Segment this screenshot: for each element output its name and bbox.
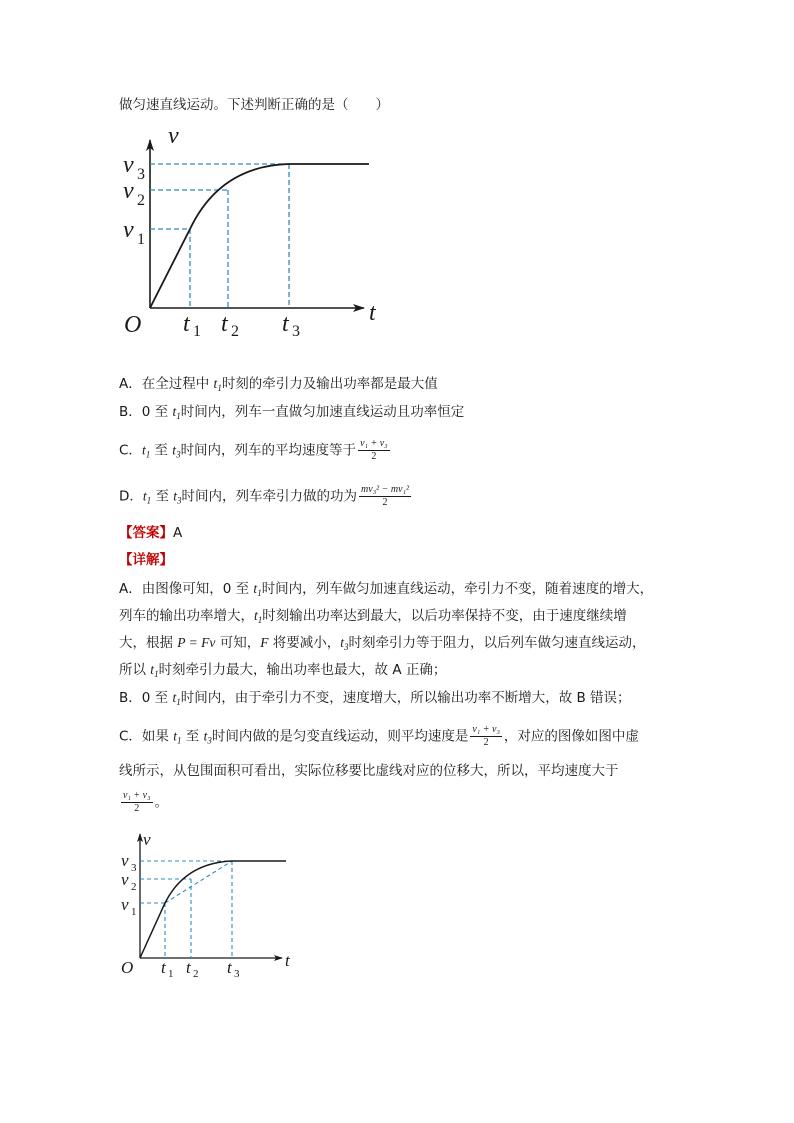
option-a-text-pre: 在全过程中	[141, 376, 214, 392]
answer-tag: 【答案】	[119, 525, 173, 541]
answer-line	[119, 523, 182, 543]
detail-a-line-3	[119, 633, 646, 657]
detail-a4-var: t	[150, 662, 155, 677]
option-d-var2: t	[173, 488, 178, 504]
origin-label-2: O	[121, 958, 134, 977]
option-d-var1: t	[142, 488, 147, 504]
origin-label: O	[124, 312, 142, 338]
detail-a2-text: 列车的输出功率增大，	[119, 608, 254, 624]
detail-a4-sub: 1	[154, 669, 159, 679]
option-c-label: C．	[119, 442, 142, 459]
option-b-text-post: 时间内，列车一直做匀加速直线运动且功率恒定	[180, 404, 465, 420]
option-b-sub: 1	[176, 411, 181, 421]
option-a-label: A．	[119, 376, 142, 392]
question-stem: 做匀速直线运动。下述判断正确的是（ ）	[119, 97, 389, 113]
detail-a2-text-b: 时刻输出功率达到最大，以后功率保持不变，由于速度继续增	[262, 608, 627, 624]
v2-subscript: 2	[137, 192, 145, 209]
option-d[interactable]	[119, 484, 413, 511]
option-c-fraction	[358, 438, 390, 463]
detail-b-var: t	[172, 690, 177, 705]
detail-b-line	[119, 688, 631, 712]
detail-a-line-4	[119, 660, 446, 684]
average-velocity-line	[165, 861, 232, 903]
detail-a3-text-c: 将要减小，	[268, 635, 341, 651]
detail-a3-F: F	[260, 635, 269, 650]
dashed-guides-2	[140, 861, 232, 958]
detail-c-line-3	[119, 790, 168, 815]
detail-c1-numerator: v₁ + v₃	[472, 724, 500, 735]
t1-subscript-2: 1	[168, 968, 174, 980]
option-d-fraction	[359, 484, 411, 509]
detail-a1-text: A．由图像可知，0 至	[119, 581, 254, 597]
t3-subscript-2: 3	[234, 968, 240, 980]
detail-a4-text: 所以	[119, 662, 151, 678]
option-a[interactable]	[119, 374, 438, 398]
detail-a3-text-b: 可知，	[215, 635, 261, 651]
t1-label: t	[183, 311, 190, 337]
v3-label: v	[123, 152, 134, 178]
t1-subscript: 1	[193, 323, 201, 340]
dashed-guides-1	[150, 164, 289, 308]
t1-label-2: t	[161, 958, 166, 977]
detail-b-sub: 1	[176, 697, 181, 707]
option-d-sub2: 3	[177, 495, 182, 506]
option-d-sub1: 1	[146, 495, 152, 506]
detail-a1-var: t	[253, 581, 258, 596]
t2-label-2: t	[186, 958, 191, 977]
v3-subscript: 3	[137, 166, 145, 183]
detail-a3-text-d: 时刻牵引力等于阻力，以后列车做匀速直线运动，	[348, 635, 646, 651]
option-b-var: t	[172, 404, 177, 419]
detail-a-line-1	[119, 579, 653, 603]
detail-a-line-2	[119, 606, 627, 630]
option-d-numerator: mv₃² − mv₁²	[361, 484, 410, 495]
option-b[interactable]	[119, 402, 464, 426]
v1-subscript-2: 1	[131, 906, 137, 918]
option-a-sub: 1	[217, 383, 222, 393]
v3-label-2: v	[121, 851, 129, 870]
detail-c1-var1: t	[173, 728, 177, 744]
detail-c1-text: C．如果	[119, 728, 174, 745]
option-a-text-post: 时刻的牵引力及输出功率都是最大值	[221, 376, 438, 392]
detail-c-line-2	[119, 761, 619, 781]
t2-subscript: 2	[231, 323, 239, 340]
detail-c-line-1	[119, 724, 639, 751]
detail-a3-formula: P = Fv	[177, 635, 216, 650]
option-d-mid: 至	[155, 488, 174, 505]
option-c-numerator: v₁ + v₃	[360, 438, 388, 449]
t2-label: t	[221, 311, 228, 337]
option-d-label: D．	[119, 488, 143, 505]
option-c-sub1: 1	[145, 449, 151, 460]
option-c-mid: 至	[154, 442, 173, 459]
option-d-denominator: 2	[382, 497, 388, 508]
detail-c3-numerator: v₁ + v₃	[123, 790, 151, 801]
option-c-var2: t	[172, 442, 177, 458]
detail-c1-sub1: 1	[176, 735, 182, 746]
detail-c3-text: 。	[154, 794, 169, 811]
detail-c1-denominator: 2	[483, 737, 489, 748]
v-axis-label: v	[168, 123, 179, 149]
v1-label: v	[123, 217, 134, 243]
t-axis-label-2: t	[285, 951, 290, 970]
option-b-label: B．	[119, 404, 142, 420]
detail-a2-sub: 1	[257, 615, 263, 625]
velocity-curve-2	[140, 861, 286, 958]
detail-c3-denominator: 2	[134, 803, 140, 814]
answer-value: A	[173, 525, 183, 541]
velocity-curve-1	[150, 164, 369, 308]
detail-a3-text: 大，根据	[119, 635, 178, 651]
detail-a1-sub: 1	[257, 588, 262, 598]
detail-b-text: B．0 至	[119, 690, 173, 706]
detail-a3-var: t	[340, 635, 345, 650]
option-c-denominator: 2	[371, 451, 377, 462]
detail-c2-text: 线所示，从包围面积可看出，实际位移要比虚线对应的位移大，所以，平均速度大于	[119, 763, 619, 779]
t-axis-label: t	[369, 300, 376, 326]
detail-a1-text-b: 时间内，列车做匀加速直线运动，牵引力不变，随着速度的增大，	[261, 581, 654, 597]
detail-tag-line	[119, 550, 173, 570]
detail-b-text-b: 时间内，由于牵引力不变，速度增大，所以输出功率不断增大，故 B 错误；	[180, 690, 631, 706]
option-c-text-post: 时间内，列车的平均速度等于	[180, 442, 357, 459]
option-d-text-post: 时间内，列车牵引力做的功为	[181, 488, 358, 505]
detail-a3-sub: 3	[344, 642, 349, 652]
option-c-sub2: 3	[176, 449, 181, 460]
detail-c1-var2: t	[203, 728, 208, 744]
v3-subscript-2: 3	[131, 862, 137, 874]
option-c[interactable]	[119, 438, 392, 465]
detail-c3-fraction	[121, 790, 153, 815]
option-a-var: t	[213, 376, 218, 391]
t2-subscript-2: 2	[193, 968, 199, 980]
v2-label: v	[123, 178, 134, 204]
detail-c1-fraction	[470, 724, 502, 749]
detail-tag: 【详解】	[119, 552, 173, 568]
detail-c1-mid: 至	[181, 728, 204, 745]
v2-subscript-2: 2	[131, 881, 137, 893]
detail-c1-sub2: 3	[207, 735, 212, 746]
v-axis-label-2: v	[143, 830, 151, 849]
t3-label: t	[282, 311, 289, 337]
detail-a2-var: t	[254, 608, 258, 623]
detail-c1-text-b: 时间内做的是匀变直线运动，则平均速度是	[211, 728, 469, 745]
detail-c1-text-c: ，对应的图像如图中虚	[503, 728, 639, 745]
t3-subscript: 3	[292, 323, 300, 340]
v1-subscript: 1	[137, 231, 145, 248]
t3-label-2: t	[227, 958, 232, 977]
option-c-var1: t	[141, 442, 146, 458]
v2-label-2: v	[121, 870, 129, 889]
option-b-text-pre: 0 至	[141, 404, 173, 420]
v1-label-2: v	[121, 895, 129, 914]
detail-a4-text-b: 时刻牵引力最大，输出功率也最大，故 A 正确；	[158, 662, 447, 678]
